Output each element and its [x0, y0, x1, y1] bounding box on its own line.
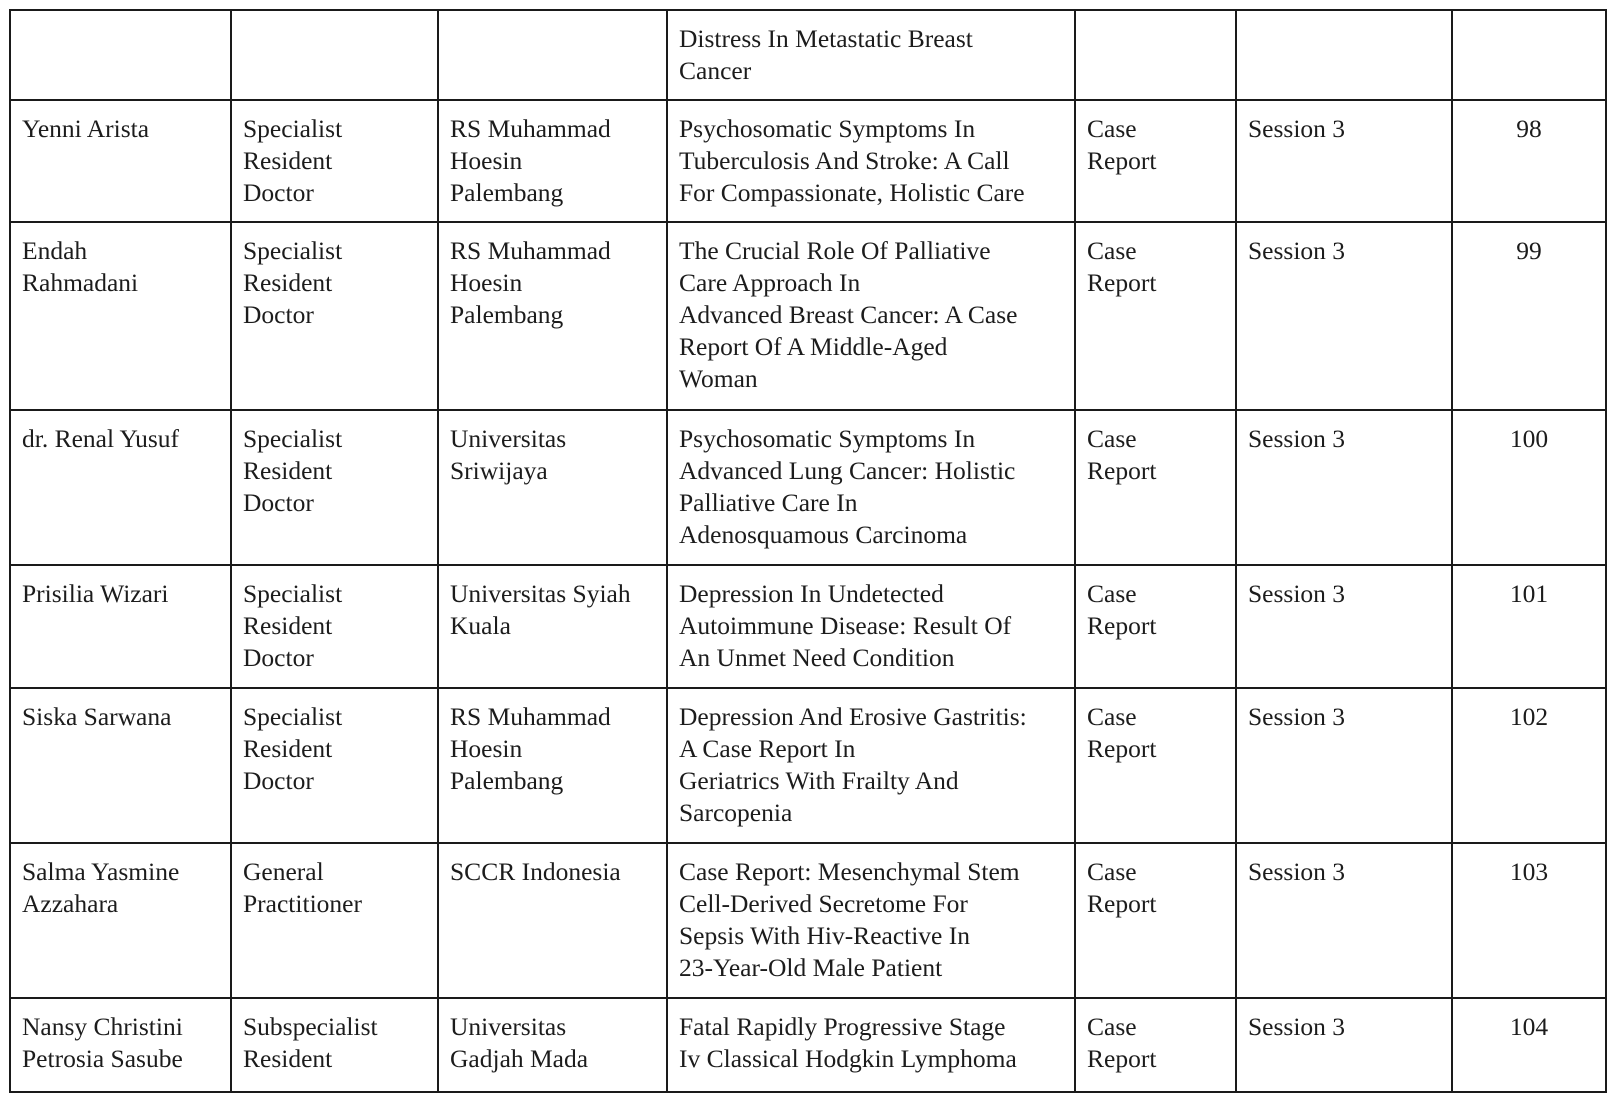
title-cell: Depression In Undetected Autoimmune Disease: Result Of An Unmet Need Condition [667, 565, 1075, 688]
title-cell: Fatal Rapidly Progressive Stage Iv Classical Hodgkin Lymphoma [667, 998, 1075, 1092]
position-cell: Specialist Resident Doctor [231, 410, 438, 565]
table-row [10, 998, 1606, 1092]
number-cell [1452, 10, 1606, 100]
name-cell: Nansy Christini Petrosia Sasube [10, 998, 231, 1092]
session-cell: Session 3 [1236, 222, 1452, 410]
institution-cell: Universitas Syiah Kuala [438, 565, 667, 688]
title-cell: Distress In Metastatic Breast Cancer [667, 10, 1075, 100]
institution-cell: Universitas Gadjah Mada [438, 998, 667, 1092]
session-cell: Session 3 [1236, 998, 1452, 1092]
number-cell: 98 [1452, 100, 1606, 222]
institution-cell: RS Muhammad Hoesin Palembang [438, 222, 667, 410]
name-cell: Endah Rahmadani [10, 222, 231, 410]
session-cell: Session 3 [1236, 565, 1452, 688]
title-cell: Depression And Erosive Gastritis: A Case Report In Geriatrics With Frailty And Sarcopenia [667, 688, 1075, 843]
title-cell: Psychosomatic Symptoms In Advanced Lung Cancer: Holistic Palliative Care In Adenosquamous Carcinoma [667, 410, 1075, 565]
session-cell: Session 3 [1236, 688, 1452, 843]
session-cell: Session 3 [1236, 410, 1452, 565]
type-cell: Case Report [1075, 100, 1236, 222]
session-cell: Session 3 [1236, 100, 1452, 222]
institution-cell: SCCR Indonesia [438, 843, 667, 998]
abstract-table [9, 9, 1607, 1093]
position-cell: Specialist Resident Doctor [231, 565, 438, 688]
number-cell: 102 [1452, 688, 1606, 843]
type-cell: Case Report [1075, 688, 1236, 843]
table-row [10, 688, 1606, 843]
type-cell: Case Report [1075, 843, 1236, 998]
session-cell: Session 3 [1236, 843, 1452, 998]
title-cell: Psychosomatic Symptoms In Tuberculosis And Stroke: A Call For Compassionate, Holistic Care [667, 100, 1075, 222]
title-cell: The Crucial Role Of Palliative Care Approach In Advanced Breast Cancer: A Case Report Of A Middle-Aged Woman [667, 222, 1075, 410]
type-cell: Case Report [1075, 222, 1236, 410]
position-cell: Specialist Resident Doctor [231, 100, 438, 222]
number-cell: 99 [1452, 222, 1606, 410]
session-cell [1236, 10, 1452, 100]
institution-cell: RS Muhammad Hoesin Palembang [438, 100, 667, 222]
table-row [10, 222, 1606, 410]
table-row [10, 100, 1606, 222]
number-cell: 104 [1452, 998, 1606, 1092]
institution-cell: Universitas Sriwijaya [438, 410, 667, 565]
title-cell: Case Report: Mesenchymal Stem Cell-Derived Secretome For Sepsis With Hiv-Reactive In 23-Year-Old Male Patient [667, 843, 1075, 998]
type-cell: Case Report [1075, 565, 1236, 688]
number-cell: 101 [1452, 565, 1606, 688]
name-cell: Siska Sarwana [10, 688, 231, 843]
table-row [10, 843, 1606, 998]
table-row [10, 10, 1606, 100]
name-cell: Yenni Arista [10, 100, 231, 222]
institution-cell [438, 10, 667, 100]
name-cell: Salma Yasmine Azzahara [10, 843, 231, 998]
number-cell: 100 [1452, 410, 1606, 565]
institution-cell: RS Muhammad Hoesin Palembang [438, 688, 667, 843]
name-cell: dr. Renal Yusuf [10, 410, 231, 565]
name-cell: Prisilia Wizari [10, 565, 231, 688]
name-cell [10, 10, 231, 100]
type-cell: Case Report [1075, 410, 1236, 565]
position-cell: General Practitioner [231, 843, 438, 998]
position-cell [231, 10, 438, 100]
table-row [10, 410, 1606, 565]
type-cell [1075, 10, 1236, 100]
number-cell: 103 [1452, 843, 1606, 998]
table-row [10, 565, 1606, 688]
type-cell: Case Report [1075, 998, 1236, 1092]
position-cell: Subspecialist Resident [231, 998, 438, 1092]
position-cell: Specialist Resident Doctor [231, 688, 438, 843]
position-cell: Specialist Resident Doctor [231, 222, 438, 410]
